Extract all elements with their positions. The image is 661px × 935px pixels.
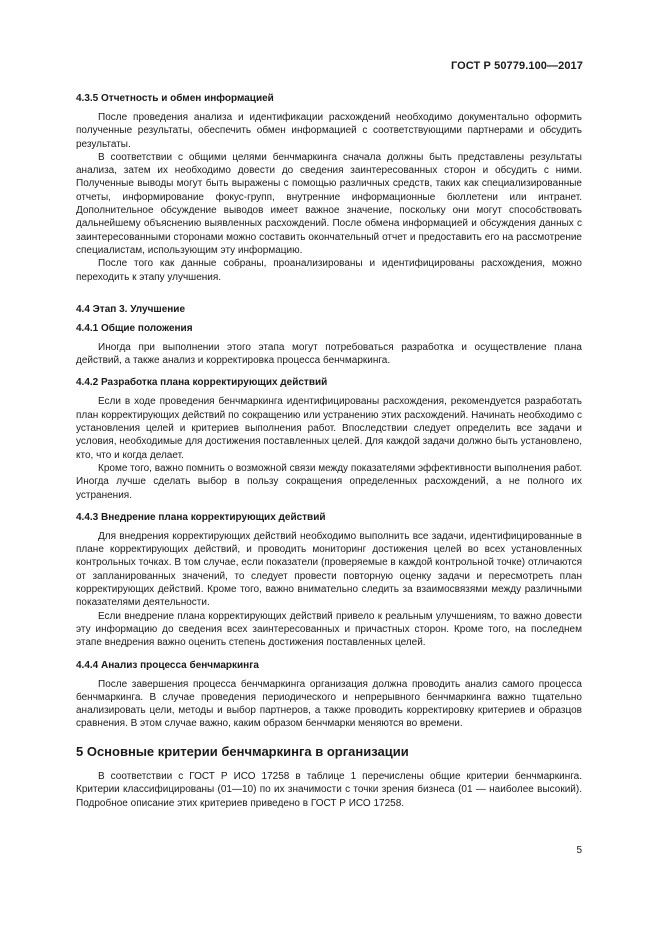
section-4-3-5-paragraph-1: После проведения анализа и идентификации расхождений необходимо документально оформить полученные результаты, обеспечить обмен информацией с соответствующими партнерами и обсудить результаты. (76, 112, 582, 150)
document-code: ГОСТ Р 50779.100—2017 (450, 60, 583, 72)
section-4-4-heading: 4.4 Этап 3. Улучшение (76, 303, 186, 315)
section-4-4-2-paragraph-1: Если в ходе проведения бенчмаркинга идентифицированы расхождения, рекомендуется разработать план корректирующих действий по сокращению или устранению этих расхождений. Начинать необходимо с установления целей и критериев выполнения работ. Впоследствии следует определить все задачи и условия, необходимые для достижения поставленных целей. Для каждой задачи должно быть установлено, кто, что и когда делает. (76, 396, 582, 461)
section-4-4-3-heading: 4.4.3 Внедрение плана корректирующих действий (76, 511, 326, 523)
section-4-3-5-heading: 4.3.5 Отчетность и обмен информацией (76, 93, 274, 104)
section-4-4-1-paragraph-1: Иногда при выполнении этого этапа могут потребоваться разработка и осуществление плана действий, а также анализ и корректировка процесса бенчмаркинга. (76, 341, 582, 367)
section-4-4-3-paragraph-2: Если внедрение плана корректирующих действий привело к реальным улучшениям, то важно довести эту информацию до сведения всех заинтересованных и причастных сторон. Кроме того, на последнем этапе внедрения важно оценить степень достижения поставленных целей. (76, 610, 582, 649)
page-number: 5 (576, 845, 582, 856)
section-4-4-3-paragraph-1: Для внедрения корректирующих действий необходимо выполнить все задачи, идентифицированные в плане корректирующих действий, и проводить мониторинг достижения целей во всех установленных контрольных точках. В том случае, если показатели (проверяемые в каждой контрольной точке) отличаются от запланированных значений, то следует провести повторную оценку задачи и пересмотреть план корректирующих действий. Кроме того, важно внимательно следить за взаимосвязями между различными показателями деятельности. (76, 530, 582, 609)
section-4-4-1-heading: 4.4.1 Общие положения (76, 322, 193, 334)
section-4-3-5-paragraph-2: В соответствии с общими целями бенчмаркинга сначала должны быть представлены результаты анализа, затем их необходимо довести до сведения заинтересованных сторон и обсудить с ними. Полученные выводы могут быть выражены с помощью различных средств, таких как специализированные отчеты, информирование фокус-групп, внутренние информационные бюллетени или интранет. Дополнительное обсуждение выводов имеет важное значение, поскольку они могут способствовать дальнейшему объяснению выявленных расхождений. После обмена информацией и обсуждения данных с заинтересованными сторонами можно составить окончательный отчет и предоставить его на рассмотрение специалистам, использующим эту информацию. (76, 151, 582, 256)
section-4-4-4-heading: 4.4.4 Анализ процесса бенчмаркинга (76, 659, 259, 671)
document-body (76, 92, 582, 731)
section-4-3-5-paragraph-3: После того как данные собраны, проанализированы и идентифицированы расхождения, можно переходить к этапу улучшения. (76, 258, 582, 283)
section-4-4-2-paragraph-2: Кроме того, важно помнить о возможной связи между показателями эффективности выполнения работ. Иногда лучше сделать выбор в пользу сокращения определенных расхождений, а не полного их устранения. (76, 462, 582, 501)
section-5-heading: 5 Основные критерии бенчмаркинга в организации (76, 744, 409, 759)
section-4-4-2-heading: 4.4.2 Разработка плана корректирующих действий (76, 377, 328, 389)
section-5 (76, 743, 582, 810)
section-5-paragraph-1: В соответствии с ГОСТ Р ИСО 17258 в таблице 1 перечислены общие критерии бенчмаркинга. Критерии классифицированы (01—10) по их значимости с точки зрения бизнеса (01 — наиболее высокий). Подробное описание этих критериев приведено в ГОСТ Р ИСО 17258. (76, 771, 582, 809)
section-4-4-4-paragraph-1: После завершения процесса бенчмаркинга организация должна проводить анализ самого процесса бенчмаркинга. В случае проведения периодического и непрерывного бенчмаркинга важно тщательно анализировать цели, методы и выбор партнеров, а также проводить корректировку критериев и образцов сравнения. В этом случае важно, каким образом бенчмарки меняются во времени. (76, 678, 582, 730)
